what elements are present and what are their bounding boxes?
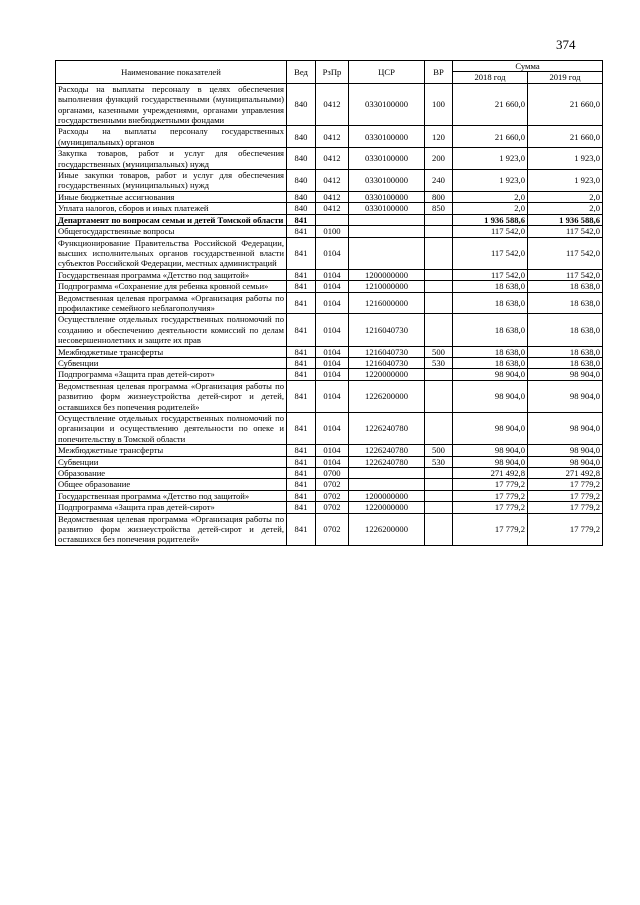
row-vr-cell: [425, 292, 453, 314]
row-ved-cell: 841: [287, 357, 316, 368]
table-row: [56, 445, 603, 456]
row-csr-cell: 0330100000: [349, 203, 425, 214]
row-vr-cell: [425, 281, 453, 292]
row-vr-cell: [425, 369, 453, 380]
row-rzpr-cell: 0412: [316, 170, 349, 192]
row-vr-cell: 850: [425, 203, 453, 214]
table-row: [56, 226, 603, 237]
row-ved-cell: 840: [287, 203, 316, 214]
row-ved-cell: 841: [287, 314, 316, 346]
row-csr-cell: [349, 479, 425, 490]
row-name-cell: Осуществление отдельных государственных полномочий по организации и осуществлению деятельности по опеке и попечительству в Томской области: [56, 413, 287, 445]
row-2018-cell: 18 638,0: [453, 314, 528, 346]
row-rzpr-cell: 0702: [316, 490, 349, 501]
row-vr-cell: [425, 269, 453, 280]
row-2019-cell: 98 904,0: [528, 456, 603, 467]
row-2019-cell: 1 923,0: [528, 170, 603, 192]
row-rzpr-cell: 0104: [316, 269, 349, 280]
row-2018-cell: 1 936 588,6: [453, 214, 528, 225]
row-2019-cell: 21 660,0: [528, 83, 603, 126]
row-csr-cell: 1226240780: [349, 413, 425, 445]
row-2018-cell: 98 904,0: [453, 369, 528, 380]
row-rzpr-cell: 0104: [316, 346, 349, 357]
row-2019-cell: 2,0: [528, 191, 603, 202]
row-2018-cell: 271 492,8: [453, 468, 528, 479]
row-name-cell: Ведомственная целевая программа «Организация работы по развитию форм жизнеустройства детей-сирот и детей, оставшихся без попечения родителей»: [56, 513, 287, 545]
row-vr-cell: [425, 502, 453, 513]
row-ved-cell: 841: [287, 502, 316, 513]
row-2018-cell: 98 904,0: [453, 380, 528, 412]
row-vr-cell: [425, 380, 453, 412]
row-name-cell: Подпрограмма «Сохранение для ребенка кровной семьи»: [56, 281, 287, 292]
row-csr-cell: 1220000000: [349, 502, 425, 513]
row-rzpr-cell: 0104: [316, 369, 349, 380]
row-vr-cell: [425, 490, 453, 501]
row-ved-cell: 841: [287, 269, 316, 280]
row-2019-cell: 98 904,0: [528, 380, 603, 412]
row-2019-cell: 117 542,0: [528, 237, 603, 269]
row-ved-cell: 841: [287, 513, 316, 545]
row-2018-cell: 18 638,0: [453, 281, 528, 292]
row-name-cell: Межбюджетные трансферты: [56, 346, 287, 357]
row-vr-cell: 240: [425, 170, 453, 192]
row-vr-cell: 530: [425, 357, 453, 368]
table-row: [56, 170, 603, 192]
table-row: [56, 269, 603, 280]
row-2019-cell: 1 923,0: [528, 148, 603, 170]
row-csr-cell: 1226200000: [349, 513, 425, 545]
row-name-cell: Функционирование Правительства Российской Федерации, высших исполнительных органов государственной власти субъектов Российской Федерации, местных администраций: [56, 237, 287, 269]
row-2018-cell: 98 904,0: [453, 413, 528, 445]
row-2018-cell: 17 779,2: [453, 513, 528, 545]
table-row: [56, 237, 603, 269]
row-name-cell: Подпрограмма «Защита прав детей-сирот»: [56, 369, 287, 380]
row-2018-cell: 117 542,0: [453, 237, 528, 269]
row-2019-cell: 21 660,0: [528, 126, 603, 148]
row-name-cell: Осуществление отдельных государственных полномочий по созданию и обеспечению деятельности комиссий по делам несовершеннолетних и защите их прав: [56, 314, 287, 346]
row-csr-cell: [349, 237, 425, 269]
row-rzpr-cell: 0412: [316, 203, 349, 214]
row-ved-cell: 840: [287, 126, 316, 148]
row-rzpr-cell: 0700: [316, 468, 349, 479]
row-csr-cell: [349, 214, 425, 225]
row-rzpr-cell: 0412: [316, 83, 349, 126]
row-2019-cell: 98 904,0: [528, 413, 603, 445]
budget-table: [55, 60, 603, 546]
row-vr-cell: [425, 226, 453, 237]
row-2019-cell: 117 542,0: [528, 226, 603, 237]
row-2018-cell: 117 542,0: [453, 269, 528, 280]
row-ved-cell: 840: [287, 170, 316, 192]
table-row: [56, 83, 603, 126]
table-row: [56, 369, 603, 380]
row-csr-cell: 1210000000: [349, 281, 425, 292]
row-vr-cell: 120: [425, 126, 453, 148]
row-name-cell: Ведомственная целевая программа «Организация работы по профилактике семейного неблагополучия»: [56, 292, 287, 314]
header-sum: Сумма: [453, 61, 603, 72]
row-rzpr-cell: 0104: [316, 413, 349, 445]
header-2018: 2018 год: [453, 72, 528, 83]
row-ved-cell: 841: [287, 369, 316, 380]
row-csr-cell: 1216040730: [349, 346, 425, 357]
table-row: [56, 456, 603, 467]
row-2018-cell: 18 638,0: [453, 346, 528, 357]
row-ved-cell: 841: [287, 490, 316, 501]
row-csr-cell: 0330100000: [349, 83, 425, 126]
row-2019-cell: 2,0: [528, 203, 603, 214]
row-ved-cell: 840: [287, 83, 316, 126]
row-rzpr-cell: 0104: [316, 237, 349, 269]
row-vr-cell: 530: [425, 456, 453, 467]
header-csr: ЦСР: [349, 61, 425, 84]
row-vr-cell: 500: [425, 346, 453, 357]
row-name-cell: Государственная программа «Детство под защитой»: [56, 269, 287, 280]
table-row: [56, 490, 603, 501]
row-vr-cell: 200: [425, 148, 453, 170]
row-2019-cell: 17 779,2: [528, 502, 603, 513]
row-2018-cell: 21 660,0: [453, 83, 528, 126]
row-2019-cell: 18 638,0: [528, 346, 603, 357]
table-row: [56, 479, 603, 490]
row-csr-cell: 0330100000: [349, 126, 425, 148]
row-2018-cell: 18 638,0: [453, 292, 528, 314]
table-row: [56, 292, 603, 314]
row-ved-cell: 841: [287, 456, 316, 467]
row-rzpr-cell: 0104: [316, 380, 349, 412]
row-vr-cell: [425, 314, 453, 346]
row-rzpr-cell: 0702: [316, 502, 349, 513]
row-rzpr-cell: 0104: [316, 292, 349, 314]
row-2019-cell: 18 638,0: [528, 292, 603, 314]
row-name-cell: Уплата налогов, сборов и иных платежей: [56, 203, 287, 214]
table-row: [56, 357, 603, 368]
page-number: 374: [556, 37, 576, 52]
row-rzpr-cell: [316, 214, 349, 225]
row-ved-cell: 841: [287, 468, 316, 479]
table-row: [56, 413, 603, 445]
row-rzpr-cell: 0702: [316, 479, 349, 490]
table-row: [56, 148, 603, 170]
row-2019-cell: 98 904,0: [528, 369, 603, 380]
row-name-cell: Субвенции: [56, 456, 287, 467]
table-row: [56, 513, 603, 545]
row-name-cell: Департамент по вопросам семьи и детей Томской области: [56, 214, 287, 225]
row-vr-cell: 800: [425, 191, 453, 202]
row-name-cell: Иные бюджетные ассигнования: [56, 191, 287, 202]
row-csr-cell: 0330100000: [349, 191, 425, 202]
table-row: [56, 346, 603, 357]
row-name-cell: Межбюджетные трансферты: [56, 445, 287, 456]
row-2019-cell: 17 779,2: [528, 479, 603, 490]
row-name-cell: Государственная программа «Детство под защитой»: [56, 490, 287, 501]
row-2018-cell: 98 904,0: [453, 456, 528, 467]
table-row: [56, 314, 603, 346]
table-row: [56, 214, 603, 225]
row-name-cell: Образование: [56, 468, 287, 479]
row-vr-cell: 500: [425, 445, 453, 456]
row-csr-cell: 1216040730: [349, 357, 425, 368]
row-name-cell: Закупка товаров, работ и услуг для обеспечения государственных (муниципальных) нужд: [56, 148, 287, 170]
row-csr-cell: 1216000000: [349, 292, 425, 314]
row-2018-cell: 2,0: [453, 203, 528, 214]
row-2018-cell: 17 779,2: [453, 479, 528, 490]
row-rzpr-cell: 0104: [316, 281, 349, 292]
row-2019-cell: 1 936 588,6: [528, 214, 603, 225]
header-vr: ВР: [425, 61, 453, 84]
header-name: Наименование показателей: [56, 61, 287, 84]
row-rzpr-cell: 0104: [316, 357, 349, 368]
row-name-cell: Расходы на выплаты персоналу в целях обеспечения выполнения функций государственными (муниципальными) органами, казенными учреждениями, органами управления государственными внебюджетными фондами: [56, 83, 287, 126]
table-row: [56, 126, 603, 148]
row-ved-cell: 841: [287, 479, 316, 490]
row-ved-cell: 841: [287, 214, 316, 225]
row-ved-cell: 841: [287, 237, 316, 269]
row-name-cell: Расходы на выплаты персоналу государственных (муниципальных) органов: [56, 126, 287, 148]
row-name-cell: Подпрограмма «Защита прав детей-сирот»: [56, 502, 287, 513]
table-row: [56, 191, 603, 202]
row-rzpr-cell: 0412: [316, 148, 349, 170]
row-vr-cell: [425, 413, 453, 445]
row-csr-cell: [349, 468, 425, 479]
header-2019: 2019 год: [528, 72, 603, 83]
row-2019-cell: 17 779,2: [528, 513, 603, 545]
row-2018-cell: 21 660,0: [453, 126, 528, 148]
row-vr-cell: [425, 237, 453, 269]
row-2018-cell: 117 542,0: [453, 226, 528, 237]
header-ved: Вед: [287, 61, 316, 84]
row-vr-cell: [425, 214, 453, 225]
row-csr-cell: 1200000000: [349, 490, 425, 501]
row-rzpr-cell: 0104: [316, 456, 349, 467]
row-rzpr-cell: 0412: [316, 126, 349, 148]
row-rzpr-cell: 0412: [316, 191, 349, 202]
row-vr-cell: 100: [425, 83, 453, 126]
row-csr-cell: 1200000000: [349, 269, 425, 280]
row-vr-cell: [425, 468, 453, 479]
table-row: [56, 281, 603, 292]
row-rzpr-cell: 0104: [316, 445, 349, 456]
row-name-cell: Общегосударственные вопросы: [56, 226, 287, 237]
row-ved-cell: 841: [287, 413, 316, 445]
row-2018-cell: 18 638,0: [453, 357, 528, 368]
row-csr-cell: 0330100000: [349, 148, 425, 170]
row-rzpr-cell: 0100: [316, 226, 349, 237]
row-2019-cell: 17 779,2: [528, 490, 603, 501]
row-name-cell: Общее образование: [56, 479, 287, 490]
row-rzpr-cell: 0104: [316, 314, 349, 346]
row-csr-cell: 1216040730: [349, 314, 425, 346]
row-name-cell: Субвенции: [56, 357, 287, 368]
row-2018-cell: 2,0: [453, 191, 528, 202]
row-2019-cell: 18 638,0: [528, 357, 603, 368]
row-name-cell: Иные закупки товаров, работ и услуг для обеспечения государственных (муниципальных) нужд: [56, 170, 287, 192]
row-name-cell: Ведомственная целевая программа «Организация работы по развитию форм жизнеустройства детей-сирот и детей, оставшихся без попечения родителей»: [56, 380, 287, 412]
table-row: [56, 468, 603, 479]
row-rzpr-cell: 0702: [316, 513, 349, 545]
row-2018-cell: 1 923,0: [453, 148, 528, 170]
header-rzpr: РзПр: [316, 61, 349, 84]
row-ved-cell: 841: [287, 281, 316, 292]
row-csr-cell: 1226200000: [349, 380, 425, 412]
row-2018-cell: 1 923,0: [453, 170, 528, 192]
row-csr-cell: 1220000000: [349, 369, 425, 380]
row-2018-cell: 98 904,0: [453, 445, 528, 456]
table-row: [56, 502, 603, 513]
table-body: [56, 83, 603, 545]
row-vr-cell: [425, 513, 453, 545]
row-csr-cell: 1226240780: [349, 456, 425, 467]
row-2019-cell: 117 542,0: [528, 269, 603, 280]
row-2019-cell: 18 638,0: [528, 314, 603, 346]
row-csr-cell: [349, 226, 425, 237]
row-ved-cell: 840: [287, 191, 316, 202]
table-row: [56, 203, 603, 214]
row-csr-cell: 1226240780: [349, 445, 425, 456]
row-ved-cell: 841: [287, 346, 316, 357]
row-ved-cell: 841: [287, 226, 316, 237]
row-2019-cell: 18 638,0: [528, 281, 603, 292]
row-2018-cell: 17 779,2: [453, 502, 528, 513]
row-ved-cell: 841: [287, 292, 316, 314]
row-ved-cell: 841: [287, 380, 316, 412]
row-2019-cell: 271 492,8: [528, 468, 603, 479]
row-2018-cell: 17 779,2: [453, 490, 528, 501]
table-row: [56, 380, 603, 412]
row-csr-cell: 0330100000: [349, 170, 425, 192]
row-ved-cell: 841: [287, 445, 316, 456]
row-ved-cell: 840: [287, 148, 316, 170]
row-2019-cell: 98 904,0: [528, 445, 603, 456]
row-vr-cell: [425, 479, 453, 490]
